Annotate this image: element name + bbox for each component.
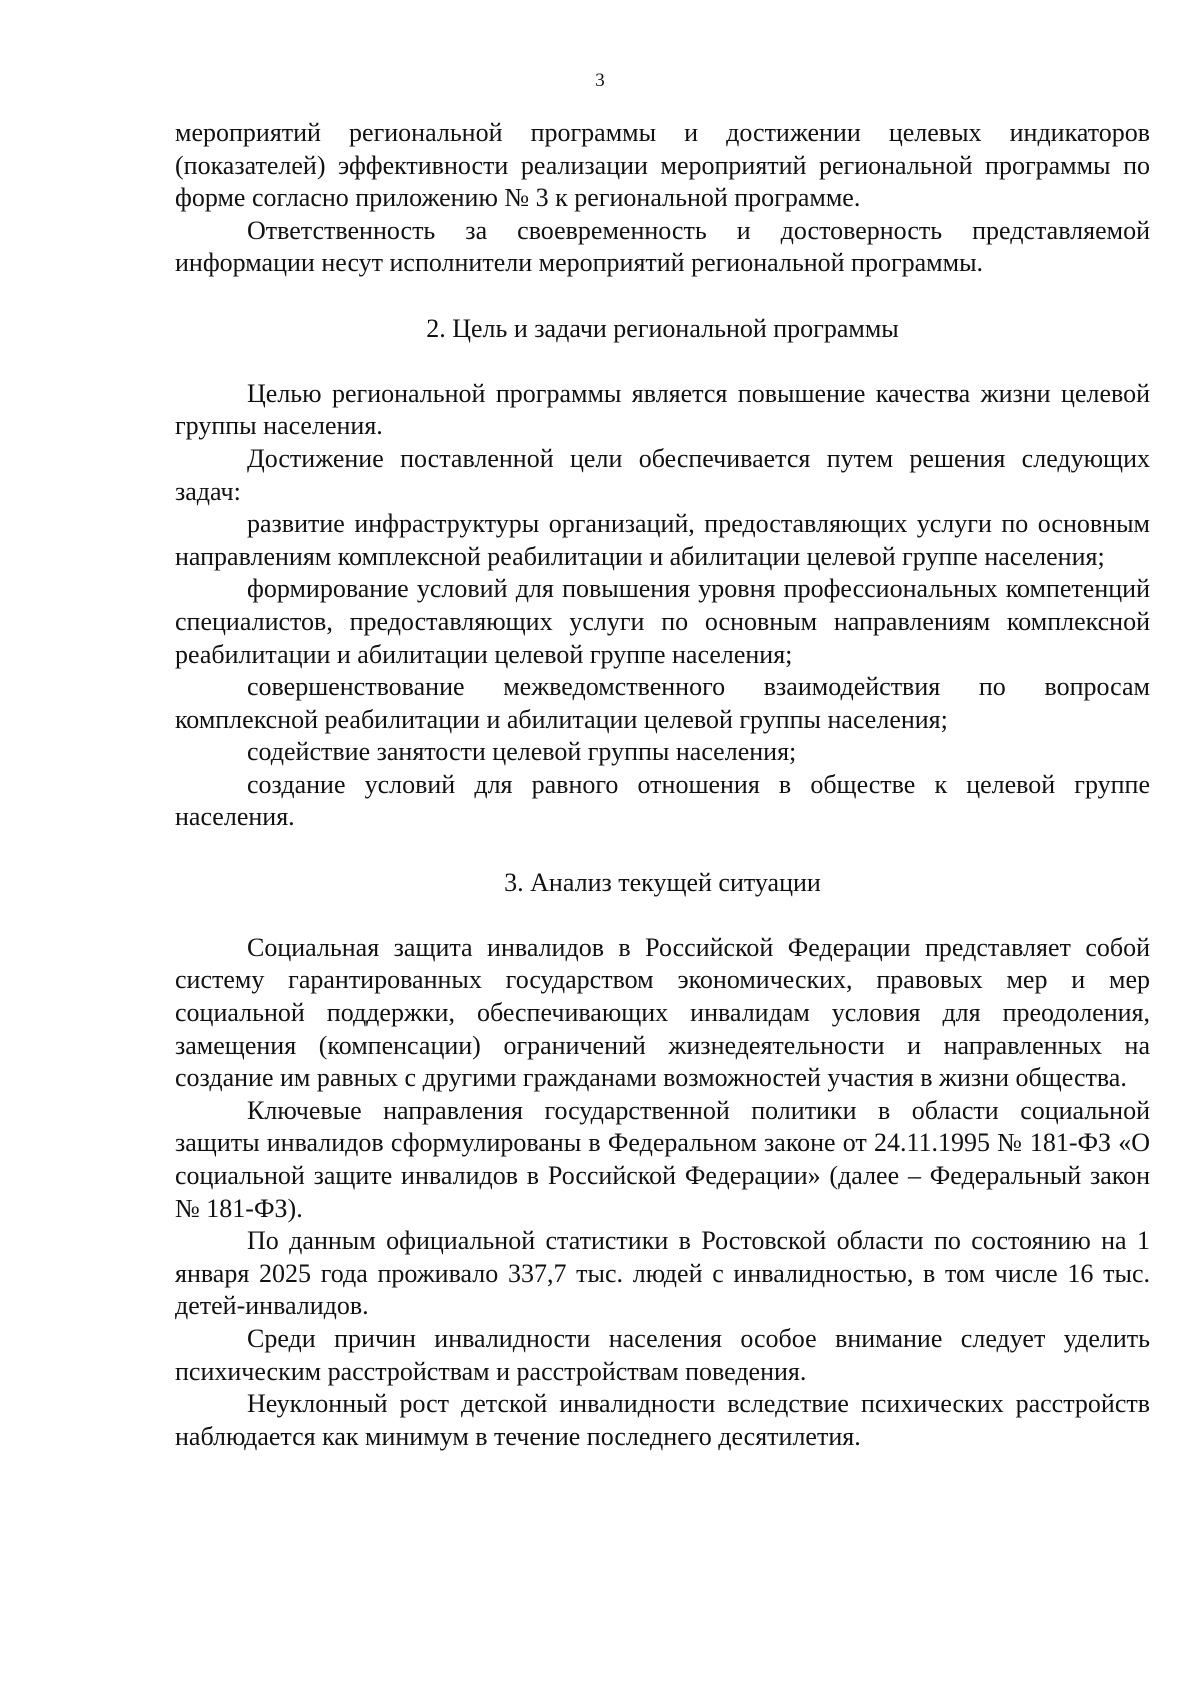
section-2-heading: 2. Цель и задачи региональной программы	[426, 313, 899, 343]
paragraph-federal-law: Ключевые направления государственной политики в области социальной защиты инвалидов сформулированы в Федеральном законе от 24.11.1995 № 181-ФЗ «О социальной защите инвалидов в Российской Федерации» (далее – Федеральный закон № 181-ФЗ).	[175, 1095, 1150, 1223]
document-body	[175, 117, 1150, 1453]
paragraph-goal: Целью региональной программы является повышение качества жизни целевой группы населения.	[175, 378, 1150, 441]
task-item: совершенствование межведомственного взаимодействия по вопросам комплексной реабилитации и абилитации целевой группы населения;	[175, 672, 1150, 734]
task-item: содействие занятости целевой группы населения;	[247, 737, 797, 767]
section-spacer	[175, 899, 1150, 932]
section-spacer	[175, 345, 1150, 378]
task-item: формирование условий для повышения уровня профессиональных компетенций специалистов, предоставляющих услуги по основным направлениям комплексной реабилитации и абилитации целевой группе населения;	[175, 574, 1150, 669]
section-3-heading: 3. Анализ текущей ситуации	[504, 867, 821, 897]
section-spacer	[175, 834, 1150, 867]
task-item: развитие инфраструктуры организаций, предоставляющих услуги по основным направлениям комплексной реабилитации и абилитации целевой группе населения;	[175, 509, 1150, 571]
paragraph-continuation: мероприятий региональной программы и достижении целевых индикаторов (показателей) эффективности реализации мероприятий региональной программы по форме согласно приложению № 3 к региональной программе.	[175, 118, 1150, 213]
paragraph-responsibility: Ответственность за своевременность и достоверность представляемой информации несут исполнители мероприятий региональной программы.	[175, 215, 1150, 278]
paragraph-tasks-intro: Достижение поставленной цели обеспечивается путем решения следующих задач:	[175, 443, 1150, 506]
task-item: создание условий для равного отношения в обществе к целевой группе населения.	[175, 769, 1150, 832]
paragraph-causes: Среди причин инвалидности населения особое внимание следует уделить психическим расстройствам и расстройствам поведения.	[175, 1323, 1150, 1386]
page-number: 3	[595, 70, 605, 91]
paragraph-child-disability: Неуклонный рост детской инвалидности вследствие психических расстройств наблюдается как минимум в течение последнего десятилетия.	[175, 1389, 1150, 1451]
paragraph-statistics: По данным официальной статистики в Ростовской области по состоянию на 1 января 2025 года проживало 337,7 тыс. людей с инвалидностью, в том числе 16 тыс. детей-инвалидов.	[175, 1226, 1150, 1321]
section-spacer	[175, 280, 1150, 313]
paragraph-social-protection: Социальная защита инвалидов в Российской Федерации представляет собой систему гарантированных государством экономических, правовых мер и мер социальной поддержки, обеспечивающих инвалидам условия для преодоления, замещения (компенсации) ограничений жизнедеятельности и направленных на создание им равных с другими гражданами возможностей участия в жизни общества.	[175, 932, 1150, 1093]
